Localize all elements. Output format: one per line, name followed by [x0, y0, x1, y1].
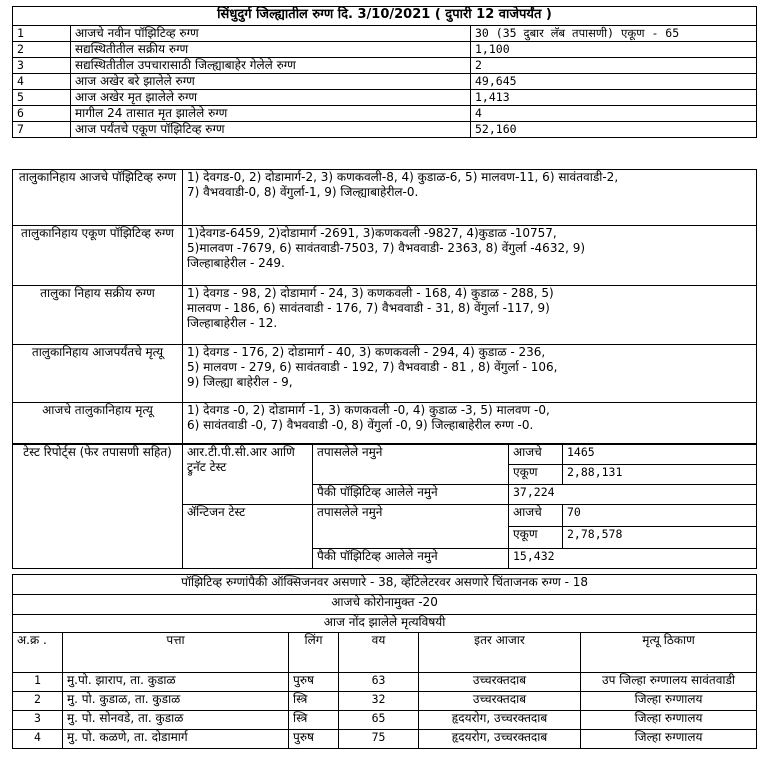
rtpcr-today-value: 1465 — [563, 445, 757, 465]
taluka-label: तालुका निहाय सक्रीय रुग्ण — [13, 286, 183, 345]
summary-row: 1 आजचे नवीन पॉझिटिव्ह रुग्ण 30 (35 दुबार लॅब तपासणी) एकूण - 65 — [13, 26, 757, 42]
rtpcr-total-value: 2,88,131 — [563, 465, 757, 485]
col-header: मृत्यू ठिकाण — [581, 633, 757, 673]
deaths-table — [12, 574, 757, 749]
col-header: इतर आजार — [419, 633, 581, 673]
summary-row: 2 सद्यस्थितीतील सक्रीय रुग्ण 1,100 — [13, 42, 757, 58]
summary-row: 4 आज अखेर बरे झालेले रुग्ण 49,645 — [13, 74, 757, 90]
antigen-total-value: 2,78,578 — [563, 527, 757, 549]
taluka-row: तालुकानिहाय आजचे पॉझिटिव्ह रुग्ण 1) देवगड-0, 2) दोडामार्ग-2, 3) कणकवली-8, 4) कुडाळ-6, 5) मालवण-11, 6) सावंतवाडी-2, 7) वैभववाडी-0, 8) वेंगुर्ला-1, 9) जिल्ह्याबाहेरील-0. — [13, 170, 757, 226]
antigen-label: ॲन्टिजन टेस्ट — [183, 505, 313, 569]
col-header: लिंग — [289, 633, 339, 673]
taluka-label: आजचे तालुकानिहाय मृत्यू — [13, 403, 183, 444]
report-title: सिंधुदुर्ग जिल्ह्यातील रुग्ण दि. 3/10/2021 ( दुपारी 12 वाजेपर्यंत ) — [13, 7, 757, 26]
rtpcr-positive-value: 37,224 — [509, 485, 757, 505]
rtpcr-label: आर.टी.पी.सी.आर आणि ट्रुनॅट टेस्ट — [183, 445, 313, 505]
tests-label: टेस्ट रिपोर्ट्स (फेर तपासणी सहित) — [13, 445, 183, 569]
summary-row: 7 आज पर्यंतचे एकूण पॉझिटिव्ह रुग्ण 52,160 — [13, 122, 757, 138]
table-row: 2 मु. पो. कुडाळ, ता. कुडाळ स्त्रि 32 उच्चरक्तदाब जिल्हा रुग्णालय — [13, 692, 757, 711]
deaths-heading: आज नोंद झालेले मृत्यविषयी — [13, 615, 757, 633]
antigen-today-value: 70 — [563, 505, 757, 527]
tests-table: टेस्ट रिपोर्ट्स (फेर तपासणी सहित) आर.टी.पी.सी.आर आणि ट्रुनॅट टेस्ट तपासलेले नमुने आजचे 1465 एकूण 2,88,131 पैकी पॉझिटिव्ह आलेले नमुने 37,224 ॲन्टिजन टेस्ट तपासलेले नमुने आजचे 70 एकूण 2,78,578 पैकी पॉझिटिव्ह आलेले नमुने 15,432 — [12, 444, 757, 569]
taluka-row: तालुका निहाय सक्रीय रुग्ण 1) देवगड - 98, 2) दोडामार्ग - 24, 3) कणकवली - 168, 4) कुडाळ - 288, 5) मालवण - 186, 6) सावंतवाडी - 176, 7) वैभववाडी - 31, 8) वेंगुर्ला -117, 9) जिल्हाबाहेरील - 12. — [13, 286, 757, 345]
oxygen-line: पॉझिटिव्ह रुग्णांपैकी ऑक्सिजनवर असणारे - 38, व्हेंटिलेटरवर असणारे चिंताजनक रुग्ण - 18 — [13, 575, 757, 595]
taluka-label: तालुकानिहाय एकूण पॉझिटिव्ह रुग्ण — [13, 226, 183, 286]
taluka-label: तालुकानिहाय आजचे पॉझिटिव्ह रुग्ण — [13, 170, 183, 226]
taluka-row: तालुकानिहाय आजपर्यंतचे मृत्यू 1) देवगड - 176, 2) दोडामार्ग - 40, 3) कणकवली - 294, 4) कुडाळ - 236, 5) मालवण - 279, 6) सावंतवाडी - 192, 7) वैभववाडी - 81 , 8) वेंगुर्ला - 106, 9) जिल्ह्या बाहेरील - 9, — [13, 345, 757, 403]
col-header: अ.क्र . — [13, 633, 63, 673]
deaths-header-row — [13, 633, 757, 673]
summary-row: 6 मागील 24 तासात मृत झालेले रुग्ण 4 — [13, 106, 757, 122]
table-row: 1 मु.पो. झाराप, ता. कुडाळ पुरुष 63 उच्चरक्तदाब उप जिल्हा रुग्णालय सावंतवाडी — [13, 673, 757, 692]
taluka-row: तालुकानिहाय एकूण पॉझिटिव्ह रुग्ण 1)देवगड-6459, 2)दोडामार्ग -2691, 3)कणकवली -9827, 4)कुडाळ -10757, 5)मालवण -7679, 6) सावंतवाडी-7503, 7) वैभववाडी- 2363, 8) वेंगुर्ला -4632, 9) जिल्हाबाहेरील - 249. — [13, 226, 757, 286]
summary-table — [12, 6, 757, 138]
recovered-line: आजचे कोरोनामुक्त -20 — [13, 595, 757, 615]
summary-row: 5 आज अखेर मृत झालेले रुग्ण 1,413 — [13, 90, 757, 106]
antigen-positive-value: 15,432 — [509, 549, 757, 569]
table-row: 3 मु. पो. सोनवडे, ता. कुडाळ स्त्रि 65 हृदयरोग, उच्चरक्तदाब जिल्हा रुग्णालय — [13, 711, 757, 730]
col-header: वय — [339, 633, 419, 673]
col-header: पत्ता — [63, 633, 289, 673]
table-row: 4 मु. पो. कळणे, ता. दोडामार्ग पुरुष 75 हृदयरोग, उच्चरक्तदाब जिल्हा रुग्णालय — [13, 730, 757, 749]
taluka-row: आजचे तालुकानिहाय मृत्यू 1) देवगड -0, 2) दोडामार्ग -1, 3) कणकवली -0, 4) कुडाळ -3, 5) मालवण -0, 6) सावंतवाडी -0, 7) वैभववाडी -0, 8) वेंगुर्ला -0, 9) जिल्हाबाहेरील रुग्ण -0. — [13, 403, 757, 444]
taluka-label: तालुकानिहाय आजपर्यंतचे मृत्यू — [13, 345, 183, 403]
summary-row: 3 सद्यस्थितीतील उपचारासाठी जिल्ह्याबाहेर गेलेले रुग्ण 2 — [13, 58, 757, 74]
taluka-table — [12, 169, 757, 444]
